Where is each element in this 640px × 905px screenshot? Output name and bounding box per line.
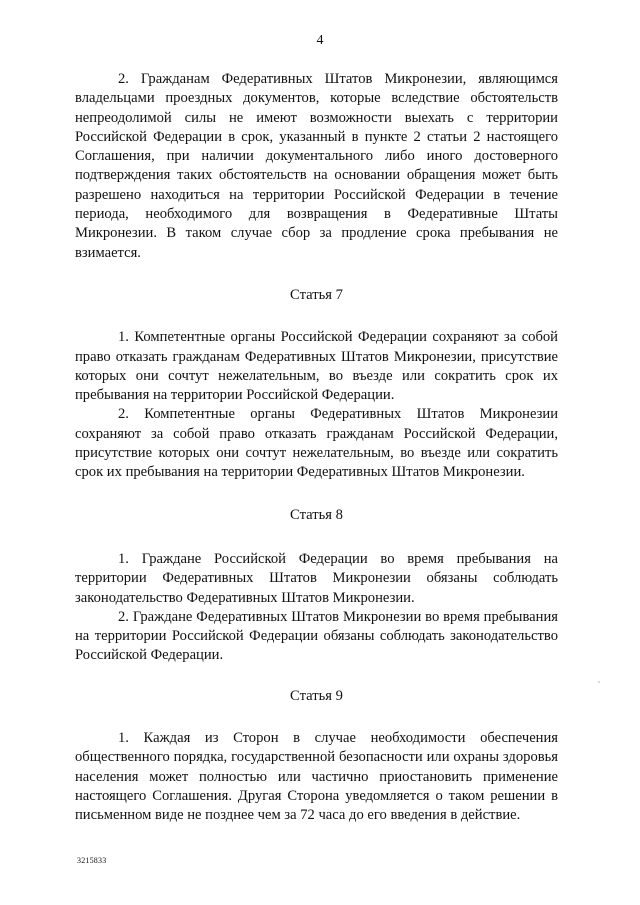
- document-code: 3215833: [77, 856, 107, 865]
- article-8-paragraph-2: 2. Граждане Федеративных Штатов Микронезии во время пребывания на территории Российской Федерации обязаны соблюдать законодательство Российской Федерации.: [75, 608, 558, 664]
- page-number: 4: [316, 33, 324, 48]
- article-7-paragraph-2: 2. Компетентные органы Федеративных Штатов Микронезии сохраняют за собой право отказать гражданам Российской Федерации, присутствие которых они сочтут нежелательным, во въезде или сократить срок их пребывания на территории Федеративных Штатов Микронезии.: [75, 406, 558, 481]
- article-7-paragraph-1: 1. Компетентные органы Российской Федерации сохраняют за собой право отказать гражданам Федеративных Штатов Микронезии, присутствие которых они сочтут нежелательным, во въезде или сократить срок их пребывания на территории Российской Федерации.: [75, 329, 558, 404]
- article-9-heading: Статья 9: [290, 687, 343, 704]
- article-8-heading: Статья 8: [290, 506, 343, 523]
- article-9-paragraph-1: 1. Каждая из Сторон в случае необходимости обеспечения общественного порядка, государственной безопасности или охраны здоровья населения может полностью или частично приостановить применение настоящего Соглашения. Другая Сторона уведомляется о таком решении в письменном виде не позднее чем за 72 часа до его введения в действие.: [75, 730, 558, 824]
- article-6-paragraph-2: 2. Гражданам Федеративных Штатов Микронезии, являющимся владельцами проездных документов, которые вследствие обстоятельств непреодолимой силы не имеют возможности выехать с территории Российской Федерации в срок, указанный в пункте 2 статьи 2 настоящего Соглашения, при наличии документального либо иного достоверного подтверждения таких обстоятельств на основании обращения может быть разрешено находиться на территории Российской Федерации в течение периода, необходимого для возвращения в Федеративные Штаты Микронезии. В таком случае сбор за продление срока пребывания не взимается.: [75, 71, 558, 261]
- article-7-heading: Статья 7: [290, 286, 343, 303]
- article-8-paragraph-1: 1. Граждане Российской Федерации во время пребывания на территории Федеративных Штатов Микронезии обязаны соблюдать законодательство Федеративных Штатов Микронезии.: [75, 550, 558, 606]
- scan-speck: [598, 681, 600, 683]
- document-body: [75, 70, 558, 826]
